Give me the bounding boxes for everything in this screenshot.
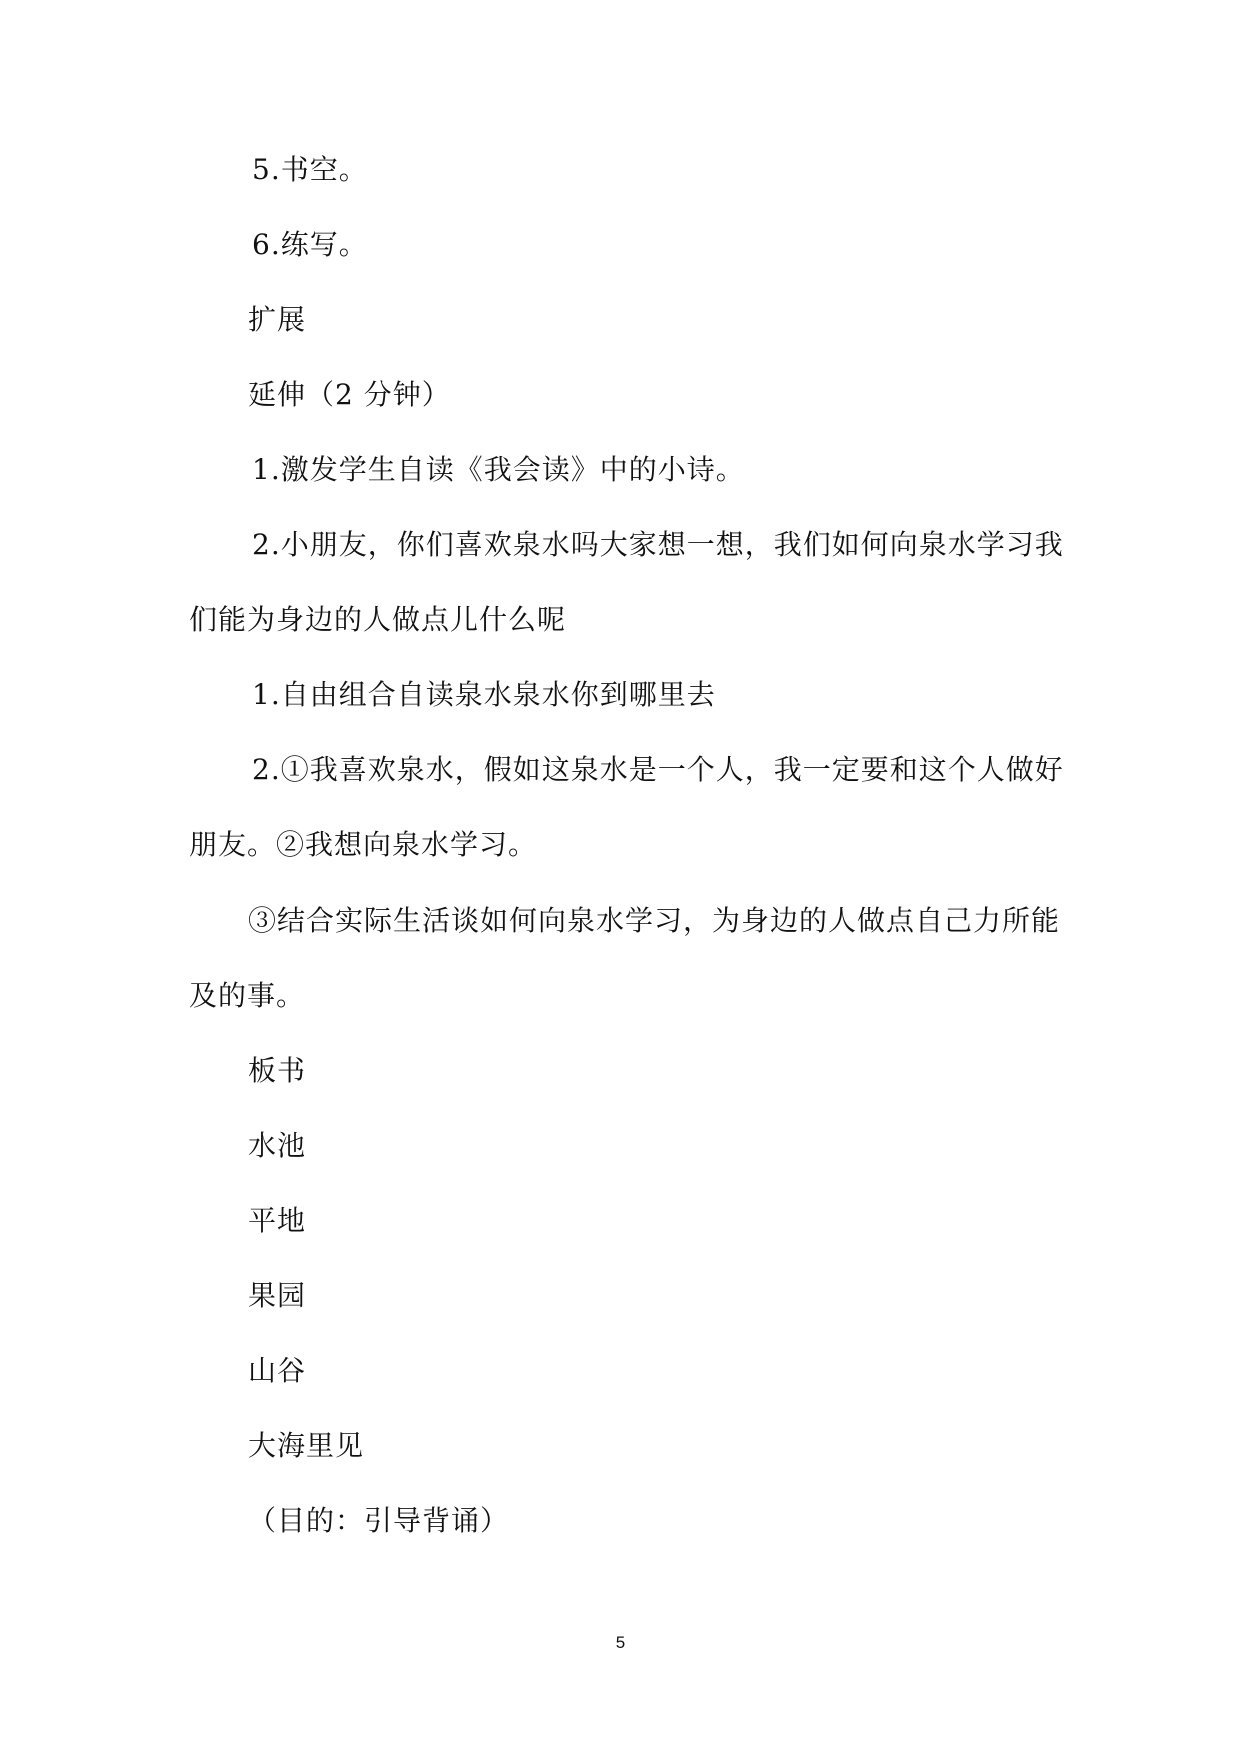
text-line: 朋友。②我想向泉水学习。 [189,828,538,861]
text-line: 果园 [248,1279,307,1312]
text-line: 6.练写。 [252,228,368,261]
text-line: 板书 [248,1054,307,1087]
text-line: 平地 [248,1204,307,1237]
text-line: 及的事。 [189,979,306,1012]
text-line: 山谷 [248,1354,307,1387]
text-line: 大海里见 [248,1429,365,1462]
text-line: 5.书空。 [252,153,368,186]
text-line: 1.激发学生自读《我会读》中的小诗。 [252,453,745,486]
text-line: （目的：引导背诵） [248,1504,510,1537]
text-line: 们能为身边的人做点儿什么呢 [189,603,567,636]
text-line: ③结合实际生活谈如何向泉水学习，为身边的人做点自己力所能 [248,904,1061,937]
text-line: 2.①我喜欢泉水，假如这泉水是一个人，我一定要和这个人做好 [252,753,1064,786]
text-line: 1.自由组合自读泉水泉水你到哪里去 [252,678,716,711]
page-number: 5 [615,1633,626,1652]
text-line: 2.小朋友，你们喜欢泉水吗大家想一想，我们如何向泉水学习我 [252,528,1064,561]
text-line: 扩展 [248,303,307,336]
text-line: 水池 [248,1129,307,1162]
text-line: 延伸（2 分钟） [248,378,451,411]
